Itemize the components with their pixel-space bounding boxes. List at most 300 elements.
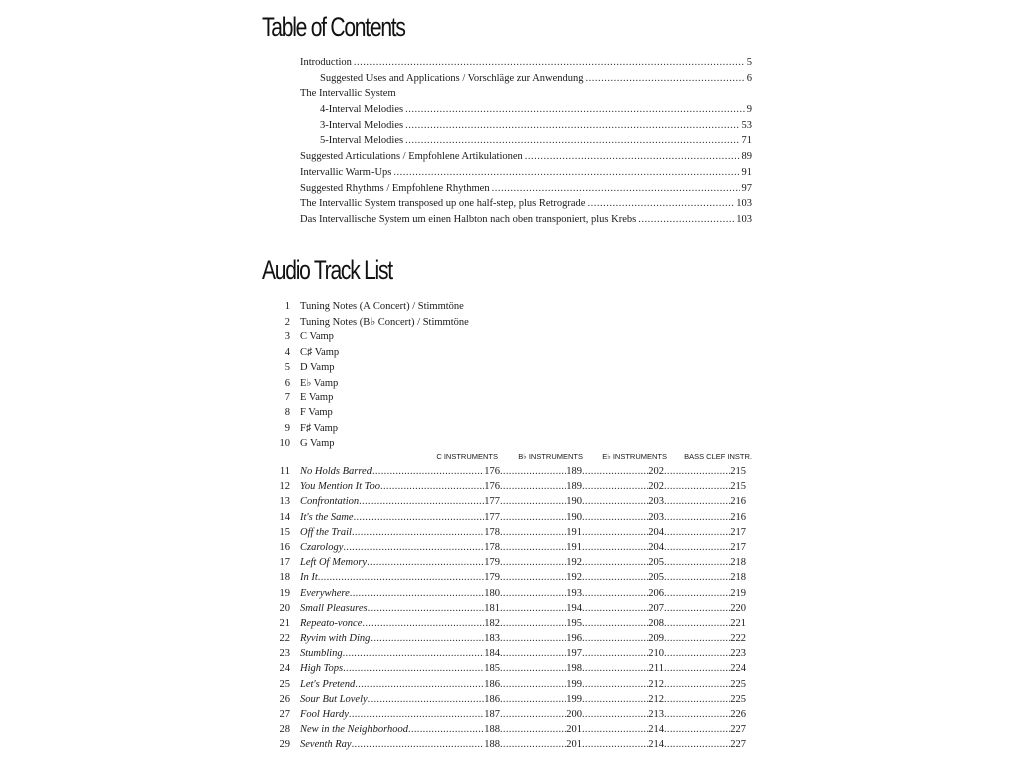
track-title-cell — [300, 466, 500, 477]
page-bass-clef: 223 — [730, 648, 746, 660]
leader-dots — [352, 527, 484, 538]
page-eb-instruments: 205 — [648, 557, 664, 569]
page-bass-clef: 226 — [730, 709, 746, 720]
track-number: 7 — [284, 392, 290, 404]
track-title-cell — [300, 527, 500, 538]
page-bass-clef-cell — [664, 572, 746, 583]
leader-dots — [582, 512, 648, 523]
page-c-instruments: 188 — [484, 724, 500, 736]
leader-dots — [367, 557, 484, 568]
column-header-eb: E♭ INSTRUMENTS — [602, 452, 667, 461]
track-title: Stumbling — [300, 648, 343, 660]
leader-dots — [664, 572, 730, 583]
page-eb-instruments-cell — [582, 694, 664, 705]
page-bass-clef: 219 — [730, 587, 746, 599]
leader-dots — [582, 542, 648, 553]
track-number: 10 — [279, 437, 290, 449]
audio-track-list-heading: Audio Track List — [262, 255, 392, 285]
page-c-instruments: 179 — [484, 557, 500, 569]
page-eb-instruments-cell — [582, 663, 664, 674]
leader-dots — [355, 679, 484, 690]
track-number: 24 — [279, 663, 290, 675]
toc-entry-page: 5 — [746, 57, 752, 68]
leader-dots — [500, 527, 566, 538]
track-number: 5 — [284, 361, 290, 373]
leader-dots — [582, 633, 648, 644]
toc-entry — [300, 135, 752, 151]
leader-dots — [664, 527, 730, 538]
page-eb-instruments-cell — [582, 603, 664, 614]
page-bb-instruments-cell — [500, 527, 582, 538]
page-bb-instruments-cell — [500, 663, 582, 674]
page-c-instruments: 179 — [484, 572, 500, 584]
track-title: Ryvim with Ding — [300, 633, 371, 645]
toc-entry — [300, 198, 752, 214]
toc-entry-page: 89 — [741, 151, 752, 163]
track-title: Sour But Lovely — [300, 693, 368, 705]
leader-dots — [582, 588, 648, 599]
track-row — [270, 618, 752, 633]
track-title-cell — [300, 496, 500, 507]
leader-dots — [500, 648, 566, 659]
leader-dots — [664, 709, 730, 720]
leader-dots — [500, 663, 566, 674]
leader-dots — [500, 618, 566, 629]
page-bass-clef-cell — [664, 694, 746, 705]
leader-dots — [664, 724, 730, 735]
leader-dots — [664, 694, 730, 705]
page-bb-instruments-cell — [500, 603, 582, 614]
track-row — [270, 694, 752, 709]
toc-leader-dots — [405, 120, 739, 131]
page-eb-instruments: 205 — [648, 572, 664, 584]
track-title: Tuning Notes (B♭ Concert) / Stimmtöne — [300, 317, 469, 329]
toc-entry-page: 103 — [736, 198, 752, 210]
page-c-instruments: 186 — [484, 678, 500, 690]
page-eb-instruments: 202 — [648, 481, 664, 493]
track-title: F Vamp — [300, 407, 333, 419]
track-number: 13 — [279, 496, 290, 508]
track-number: 8 — [284, 407, 290, 419]
track-title-cell — [300, 542, 500, 553]
track-number: 21 — [279, 617, 290, 629]
track-row — [270, 512, 752, 527]
track-number: 29 — [279, 739, 290, 751]
page-bb-instruments: 198 — [566, 663, 582, 675]
toc-leader-dots — [638, 214, 734, 225]
leader-dots — [582, 648, 648, 659]
page-bb-instruments-cell — [500, 572, 582, 583]
page-bass-clef: 216 — [730, 511, 746, 523]
page-c-instruments: 185 — [484, 663, 500, 675]
page-eb-instruments-cell — [582, 512, 664, 523]
toc-entry-page: 103 — [736, 213, 752, 225]
page-eb-instruments-cell — [582, 618, 664, 629]
page-bass-clef: 217 — [730, 541, 746, 553]
page-bass-clef: 220 — [730, 602, 746, 614]
page-c-instruments: 187 — [484, 709, 500, 720]
leader-dots — [500, 724, 566, 735]
track-title: You Mention It Too — [300, 481, 381, 493]
page-eb-instruments-cell — [582, 481, 664, 492]
page-eb-instruments: 212 — [648, 678, 664, 690]
page-bass-clef: 217 — [730, 526, 746, 538]
page-eb-instruments: 203 — [648, 496, 664, 508]
page-bb-instruments-cell — [500, 588, 582, 599]
page-bass-clef-cell — [664, 618, 746, 629]
toc-entry — [300, 167, 752, 183]
page-bb-instruments-cell — [500, 496, 582, 507]
page-bass-clef: 225 — [730, 678, 746, 690]
simple-track-list — [270, 301, 469, 453]
leader-dots — [664, 542, 730, 553]
toc-entry — [300, 151, 752, 167]
track-row — [270, 316, 469, 331]
page-bb-instruments: 190 — [566, 496, 582, 508]
page-bass-clef: 218 — [730, 572, 746, 584]
track-title: Seventh Ray — [300, 739, 352, 751]
track-row — [270, 557, 752, 572]
track-number: 19 — [279, 587, 290, 599]
track-row — [270, 663, 752, 678]
toc-entry-page: 91 — [741, 166, 752, 178]
page-eb-instruments: 207 — [648, 602, 664, 614]
track-title: Confrontation — [300, 496, 360, 508]
page-bb-instruments: 199 — [566, 678, 582, 690]
page-eb-instruments-cell — [582, 542, 664, 553]
leader-dots — [343, 542, 484, 553]
leader-dots — [500, 466, 566, 477]
page-eb-instruments-cell — [582, 648, 664, 659]
track-title-cell — [300, 557, 500, 568]
track-number: 1 — [284, 301, 290, 312]
page-bb-instruments: 191 — [566, 541, 582, 553]
toc-leader-dots — [405, 135, 739, 146]
track-title-cell — [300, 572, 500, 583]
leader-dots — [350, 588, 484, 599]
leader-dots — [408, 724, 484, 735]
leader-dots — [500, 679, 566, 690]
track-title: F♯ Vamp — [300, 422, 339, 434]
page-bass-clef-cell — [664, 648, 746, 659]
track-title-cell — [300, 724, 500, 735]
track-number: 14 — [279, 511, 290, 523]
track-number: 22 — [279, 633, 290, 645]
page-c-instruments: 177 — [484, 511, 500, 523]
toc-entry — [300, 104, 752, 120]
track-number: 18 — [279, 572, 290, 584]
track-number: 4 — [284, 346, 290, 358]
page-bb-instruments-cell — [500, 481, 582, 492]
page-bb-instruments: 200 — [566, 709, 582, 720]
toc-entry — [300, 120, 752, 136]
page-c-instruments: 181 — [484, 602, 500, 614]
leader-dots — [582, 618, 648, 629]
track-title-cell — [300, 603, 500, 614]
page-bass-clef-cell — [664, 588, 746, 599]
toc-list — [300, 57, 752, 230]
toc-entry-title: The Intervallic System transposed up one half-step, plus Retrograde — [300, 198, 586, 210]
leader-dots — [664, 496, 730, 507]
track-row — [270, 527, 752, 542]
page-bb-instruments: 196 — [566, 633, 582, 645]
page-eb-instruments: 208 — [648, 617, 664, 629]
leader-dots — [370, 633, 484, 644]
leader-dots — [664, 481, 730, 492]
page-eb-instruments-cell — [582, 709, 664, 720]
track-title: Fool Hardy — [300, 709, 349, 720]
page-bass-clef-cell — [664, 512, 746, 523]
toc-leader-dots — [586, 73, 745, 84]
track-number: 23 — [279, 648, 290, 660]
track-number: 2 — [284, 317, 290, 329]
page-bb-instruments: 199 — [566, 693, 582, 705]
page-bass-clef: 224 — [730, 663, 746, 675]
toc-entry — [300, 214, 752, 230]
leader-dots — [343, 648, 485, 659]
track-title: Tuning Notes (A Concert) / Stimmtöne — [300, 301, 464, 312]
track-row — [270, 588, 752, 603]
track-row — [270, 347, 469, 362]
page-bass-clef: 227 — [730, 724, 746, 736]
track-title-cell — [300, 512, 500, 523]
track-title: Czarology — [300, 541, 344, 553]
track-title: D Vamp — [300, 361, 335, 373]
track-number: 9 — [284, 422, 290, 434]
track-number: 25 — [279, 678, 290, 690]
leader-dots — [664, 633, 730, 644]
track-title: Everywhere — [300, 587, 350, 599]
toc-entry-page: 6 — [746, 72, 752, 84]
page-bass-clef: 222 — [730, 633, 746, 645]
column-header-c: C INSTRUMENTS — [436, 452, 498, 461]
leader-dots — [664, 663, 730, 674]
leader-dots — [582, 709, 648, 720]
leader-dots — [582, 694, 648, 705]
page-bb-instruments: 190 — [566, 511, 582, 523]
leader-dots — [500, 709, 566, 720]
page-bb-instruments-cell — [500, 512, 582, 523]
leader-dots — [664, 618, 730, 629]
leader-dots — [582, 466, 648, 477]
toc-entry — [300, 88, 752, 104]
leader-dots — [500, 603, 566, 614]
page-bass-clef-cell — [664, 527, 746, 538]
track-title-cell — [300, 618, 500, 629]
leader-dots — [343, 663, 484, 674]
toc-entry-title: Intervallic Warm-Ups — [300, 166, 392, 178]
leader-dots — [362, 618, 484, 629]
page-eb-instruments: 214 — [648, 739, 664, 751]
leader-dots — [582, 739, 648, 750]
track-row — [270, 633, 752, 648]
track-title-cell — [300, 633, 500, 644]
page-c-instruments: 177 — [484, 496, 500, 508]
track-title-cell — [300, 481, 500, 492]
track-row — [270, 362, 469, 377]
leader-dots — [664, 739, 730, 750]
track-title: High Tops — [300, 663, 344, 675]
track-row — [270, 331, 469, 346]
toc-heading: Table of Contents — [262, 12, 405, 42]
page-c-instruments: 184 — [484, 648, 500, 660]
page-bass-clef: 218 — [730, 557, 746, 569]
page-c-instruments: 178 — [484, 526, 500, 538]
page-eb-instruments: 203 — [648, 511, 664, 523]
toc-entry-title: Introduction — [300, 57, 352, 68]
leader-dots — [664, 648, 730, 659]
page-bb-instruments: 195 — [566, 617, 582, 629]
page-bb-instruments: 193 — [566, 587, 582, 599]
page-bb-instruments-cell — [500, 633, 582, 644]
leader-dots — [372, 466, 484, 477]
page-eb-instruments-cell — [582, 739, 664, 750]
page-eb-instruments-cell — [582, 496, 664, 507]
track-title: Let's Pretend — [300, 678, 356, 690]
leader-dots — [582, 663, 649, 674]
toc-leader-dots — [405, 104, 745, 115]
leader-dots — [664, 679, 730, 690]
track-row — [270, 603, 752, 618]
leader-dots — [664, 603, 730, 614]
page-bb-instruments: 201 — [566, 724, 582, 736]
leader-dots — [500, 542, 566, 553]
track-row — [270, 301, 469, 316]
page-bb-instruments: 192 — [566, 557, 582, 569]
leader-dots — [500, 633, 566, 644]
track-title: In It — [300, 572, 318, 584]
page-bb-instruments: 192 — [566, 572, 582, 584]
track-number: 27 — [279, 709, 290, 720]
page-eb-instruments: 206 — [648, 587, 664, 599]
toc-entry — [300, 183, 752, 199]
leader-dots — [380, 481, 484, 492]
column-header-bass: BASS CLEF INSTR. — [684, 452, 752, 461]
track-title-cell — [300, 739, 500, 750]
page-eb-instruments: 202 — [648, 466, 664, 477]
leader-dots — [500, 739, 566, 750]
page-bb-instruments-cell — [500, 557, 582, 568]
page-bb-instruments-cell — [500, 542, 582, 553]
page-eb-instruments: 212 — [648, 693, 664, 705]
toc-leader-dots — [587, 198, 734, 209]
leader-dots — [500, 512, 566, 523]
toc-entry-title: 4-Interval Melodies — [320, 104, 404, 116]
page-bass-clef: 221 — [730, 617, 746, 629]
leader-dots — [582, 603, 648, 614]
toc-entry-title: 3-Interval Melodies — [320, 119, 404, 131]
page-bass-clef-cell — [664, 466, 746, 477]
page-bb-instruments: 191 — [566, 526, 582, 538]
toc-entry-title: 5-Interval Melodies — [320, 135, 404, 147]
page-bb-instruments: 194 — [566, 602, 582, 614]
page-bb-instruments-cell — [500, 618, 582, 629]
track-title: It's the Same — [300, 511, 354, 523]
track-row — [270, 709, 752, 724]
page-bass-clef-cell — [664, 603, 746, 614]
track-row — [270, 648, 752, 663]
page-c-instruments: 183 — [484, 633, 500, 645]
page-c-instruments: 182 — [484, 617, 500, 629]
track-table — [270, 466, 752, 755]
track-title: No Holds Barred — [300, 466, 372, 477]
track-title: Repeato-vonce — [300, 617, 363, 629]
page-eb-instruments: 210 — [648, 648, 664, 660]
page-eb-instruments: 213 — [648, 709, 664, 720]
page-bb-instruments-cell — [500, 709, 582, 720]
leader-dots — [582, 481, 648, 492]
toc-entry-page: 71 — [741, 135, 752, 147]
track-number: 20 — [279, 602, 290, 614]
leader-dots — [368, 694, 485, 705]
page-bass-clef-cell — [664, 481, 746, 492]
page-bass-clef-cell — [664, 679, 746, 690]
page-eb-instruments: 204 — [648, 541, 664, 553]
page-bass-clef-cell — [664, 709, 746, 720]
track-row — [270, 481, 752, 496]
toc-leader-dots — [525, 151, 740, 162]
track-number: 3 — [284, 331, 290, 343]
toc-leader-dots — [393, 167, 739, 178]
track-title-cell — [300, 694, 500, 705]
page-eb-instruments-cell — [582, 557, 664, 568]
track-row — [270, 679, 752, 694]
toc-entry — [300, 73, 752, 89]
page-bb-instruments-cell — [500, 679, 582, 690]
page-bb-instruments: 197 — [566, 648, 582, 660]
page-bass-clef: 215 — [730, 481, 746, 493]
track-title-cell — [300, 588, 500, 599]
track-row — [270, 739, 752, 754]
page-c-instruments: 188 — [484, 739, 500, 751]
track-number: 28 — [279, 724, 290, 736]
page-bb-instruments: 189 — [566, 481, 582, 493]
track-number: 17 — [279, 557, 290, 569]
toc-entry-title: The Intervallic System — [300, 88, 396, 100]
page-bass-clef-cell — [664, 724, 746, 735]
page-bass-clef-cell — [664, 542, 746, 553]
leader-dots — [500, 496, 566, 507]
toc-leader-dots — [354, 57, 745, 68]
track-row — [270, 572, 752, 587]
page-bass-clef: 227 — [730, 739, 746, 751]
toc-entry-title: Das Intervallische System um einen Halbton nach oben transponiert, plus Krebs — [300, 213, 637, 225]
toc-leader-dots — [492, 183, 740, 194]
track-title: Off the Trail — [300, 526, 352, 538]
page-bb-instruments-cell — [500, 694, 582, 705]
page-eb-instruments-cell — [582, 633, 664, 644]
track-number: 6 — [284, 377, 290, 389]
leader-dots — [500, 481, 566, 492]
page-eb-instruments-cell — [582, 466, 664, 477]
leader-dots — [582, 724, 648, 735]
leader-dots — [582, 496, 648, 507]
leader-dots — [368, 603, 485, 614]
page-eb-instruments: 214 — [648, 724, 664, 736]
page-eb-instruments-cell — [582, 724, 664, 735]
page-eb-instruments-cell — [582, 588, 664, 599]
track-title: C♯ Vamp — [300, 346, 340, 358]
leader-dots — [664, 588, 730, 599]
track-title-cell — [300, 663, 500, 674]
page-eb-instruments: 211 — [648, 663, 664, 675]
column-header-bb: B♭ INSTRUMENTS — [518, 452, 583, 461]
page-c-instruments: 180 — [484, 587, 500, 599]
leader-dots — [500, 694, 566, 705]
track-row — [270, 496, 752, 511]
track-title: New in the Neighborhood — [300, 724, 409, 736]
page-eb-instruments-cell — [582, 572, 664, 583]
